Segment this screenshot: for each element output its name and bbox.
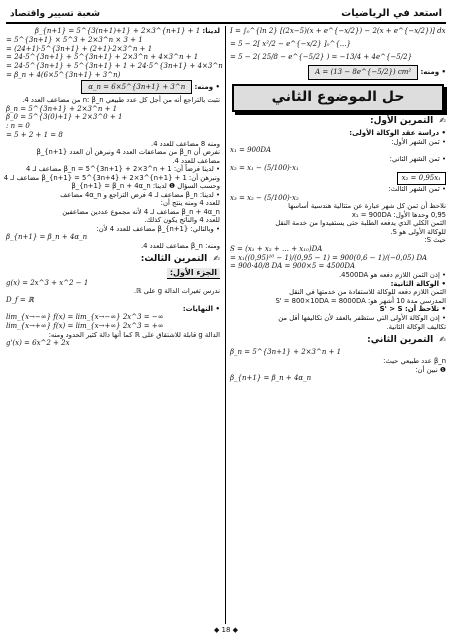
eq-r1: = 5 − 2[ x²/2 − e^{−x/2} ]₀^{...} [230, 39, 351, 48]
para-4: للوكالة الأولى هو S. [390, 227, 446, 236]
label-lidina: لدينا: [202, 27, 220, 35]
eq-dg: D_f = ℝ [6, 295, 34, 304]
eq-beta-n: β_n = 5^{3n+1} + 2×3^n + 1 [6, 104, 118, 113]
bullet-agency-1: • دراسة عقد الوكالة الأولى: [230, 129, 446, 138]
section-exercise-2-title: التمرين الثاني: [367, 335, 434, 346]
text-3: مضاعف للعدد 4. [172, 156, 220, 165]
eq-n0: : n = 0 [6, 122, 30, 131]
eq-val: = 5 + 2 + 1 = 8 [6, 130, 63, 139]
eq-rec-right: β_{n+1} = β_n + 4α_n [230, 374, 312, 383]
eq-x2: x₂ = x₁ − (5/100)·x₁ [230, 163, 299, 172]
text-11: • وبالتالي: β_{n+1} مضاعف للعدد 4 لأن: [6, 225, 220, 233]
text-4: • لدينا فرضاً أن: 1 + β_n = 5^{3n+1} + 2×3^n مضاعف لـ 4 [6, 165, 220, 173]
section-exercise-1 [230, 116, 446, 127]
pen-icon: ✍ [439, 335, 446, 345]
header-book-title: استعد في الرياضيات [341, 7, 442, 19]
para-12: ❶ نبين أن: [415, 365, 446, 374]
text-6: وحسب السؤال ❶ لدينا: β_{n+1} = β_n + 4α_n [71, 182, 220, 191]
part-1-row [6, 268, 220, 279]
text-1: ومنه 8 مضاعف للعدد 4. [151, 139, 220, 148]
eq-3: = (24+1)·5^{3n+1} + (2+1)·2×3^n + 1 [6, 44, 153, 53]
eq-S2: = x₁((0,95)¹⁰ − 1)/(0,95 − 1) = 900(0,6 − 1)/(−0,05) DA [230, 253, 428, 262]
text-9: β_n + 4α_n مضاعف لـ 4 لأنه مجموع عددين مضاعفين [62, 207, 220, 216]
text-5: ونبرهن أن: 1 + β_{n+1} = 5^{3n+4} + 2×3^{n+1} مضاعف لـ 4 [3, 173, 220, 182]
eq-rec-left: β_{n+1} = β_n + 4α_n [6, 233, 88, 242]
text-8: للعدد 4 ومنه ينتج أن: [160, 199, 220, 208]
eq-r2: = 5 − 2( 25/8 − e^{−5/2} ) = −13/4 + 4e^{−5/2} [230, 52, 413, 61]
eq-beta-n1: β_{n+1} = 5^{3(n+1)+1} + 2×3^{n+1} + 1 [34, 27, 201, 35]
text-14: الدالة g قابلة للاشتقاق على ℝ كما أنها دالة كثير الحدود ومنه: [48, 330, 220, 339]
area-row [230, 65, 446, 80]
para-6: • إذن الثمن اللازم دفعه هو 4500DA. [230, 271, 446, 279]
para-9: • إذن الوكالة الأولى التي ستظفر بالعقد لأن تكاليفها أقل من [230, 314, 446, 322]
eq-2: = 5^{3n+1} × 5^3 + 2×3^n × 3 + 1 [6, 35, 143, 44]
eq-integral: I = ∫₀^{ln 2} [(2x−5)(x + e^{−x/2}) − 2(x + e^{−x/2})] dx [230, 27, 446, 35]
text-2: نفرض أن β_n من مضاعفات العدد 4 ونبرهن أن العدد β_{n+1} [36, 148, 220, 157]
page-number: ◆ 18 ◆ [213, 626, 239, 634]
section-exercise-3 [6, 254, 220, 265]
part-1-title: الجزء الأول: [167, 268, 220, 279]
para-2: 0,95 وحدها الأول: x₁ = 900DA [351, 210, 446, 219]
pen-icon: ✍ [213, 254, 220, 264]
eq-x1: x₁ = 900DA [230, 146, 272, 155]
pen-icon: ✍ [439, 116, 446, 125]
left-column [3, 27, 223, 623]
para-7: الثمن اللازم دفعه للوكالة للاستفادة من خدمتها في النقل [289, 288, 446, 297]
eq-S3: = 900·40/8 DA = 900×5 = 4500DA [230, 262, 356, 271]
boxed-x2: x₂ = 0,95x₁ [397, 172, 446, 185]
bullet-month-2: • ثمن الشهر الثاني: [230, 155, 446, 163]
eq-g: g(x) = 2x^3 + x^2 − 1 [6, 278, 89, 287]
text-13: ندرس تغيرات الدالة g على ℝ. [133, 287, 220, 296]
label-wamnhu: • ومنه: [194, 83, 220, 91]
section-exercise-2 [230, 335, 446, 346]
right-column [230, 27, 446, 623]
para-11: β_n عدد طبيعي حيث: [383, 357, 446, 366]
q2-text: نثبت بالتراجع أنه من أجل كل عدد طبيعي n: β_n من مضاعف العدد 4. [22, 96, 220, 105]
label-limits: • النهايات: [6, 305, 220, 314]
section-exercise-1-title: التمرين الأول: [369, 116, 434, 126]
para-8: المدرسي مدة 10 أشهر هو: S' = 800×10DA = 8000DA [275, 296, 446, 305]
eq-gp: g'(x) = 6x^2 + 2x [6, 339, 70, 348]
section-exercise-3-title: التمرين الثالث: [140, 254, 208, 265]
header-stream-title: شعبة تسيير واقتصاد [10, 8, 100, 19]
column-divider [225, 26, 226, 624]
page-header [6, 4, 446, 24]
eq-beta-0: β_0 = 5^{3(0)+1} + 2×3^0 + 1 [6, 113, 123, 122]
text-7: • لدينا: β_n مضاعف لـ 4 فرض التراجع و 4α_n مضاعف [6, 191, 220, 199]
eq-lim-2: lim_{x→+∞} f(x) = lim_{x→+∞} 2x^3 = +∞ [6, 322, 164, 331]
eq-row-1 [6, 27, 220, 36]
para-10: تكاليف الوكالة الثانية. [386, 322, 446, 331]
text-10: للعدد 4 والناتج يكون كذلك. [144, 216, 220, 225]
boxed-area: A = (13 − 8e^{−5/2}) cm² [308, 65, 418, 80]
bullet-agency-2: • الوكالة الثانية: [230, 280, 446, 289]
eq-S1: S = (x₁ + x₂ + … + x₁₀)DA [230, 244, 323, 253]
bullet-month-3: • ثمن الشهر الثالث: [230, 185, 446, 193]
alpha-row [6, 80, 220, 95]
eq-bn: β_n = 5^{3n+1} + 2×3^n + 1 [230, 348, 342, 357]
solution-banner: حل الموضوع الثاني [232, 84, 444, 112]
bullet-note: • نلاحظ أن: S' > S [230, 305, 446, 314]
eq-4: = 24·5^{3n+1} + 5^{3n+1} + 2×3^n + 4×3^n + 1 [6, 53, 199, 62]
x2b-row [230, 172, 446, 185]
text-12: ومنه: β_n مضاعف للعدد 4. [141, 241, 220, 250]
eq-6: = β_n + 4(6×5^{3n+1} + 3^n) [6, 70, 121, 79]
label-wamnhu-right: • ومنه: [420, 68, 446, 76]
eq-x3: x₃ = x₂ − (5/100)·x₂ [230, 193, 299, 202]
para-3: الثمن الكلي الذي يدفعه الطلبة حتى يستفيدوا من خدمة النقل [275, 219, 446, 228]
bullet-month-1: • ثمن الشهر الأول: [230, 138, 446, 146]
para-5: حيث S: [424, 236, 446, 245]
eq-lim-1: lim_{x→−∞} f(x) = lim_{x→−∞} 2x^3 = −∞ [6, 313, 164, 322]
eq-5: = 24·5^{3n+1} + 5^{3n+1} + 1 + 24·5^{3n+1} + 4×3^n [6, 62, 223, 70]
boxed-alpha: α_n = 6×5^{3n+1} + 3^n [81, 80, 192, 95]
para-1: نلاحظ أن ثمن كل شهر عبارة عن متتالية هندسية أساسها [288, 202, 446, 211]
